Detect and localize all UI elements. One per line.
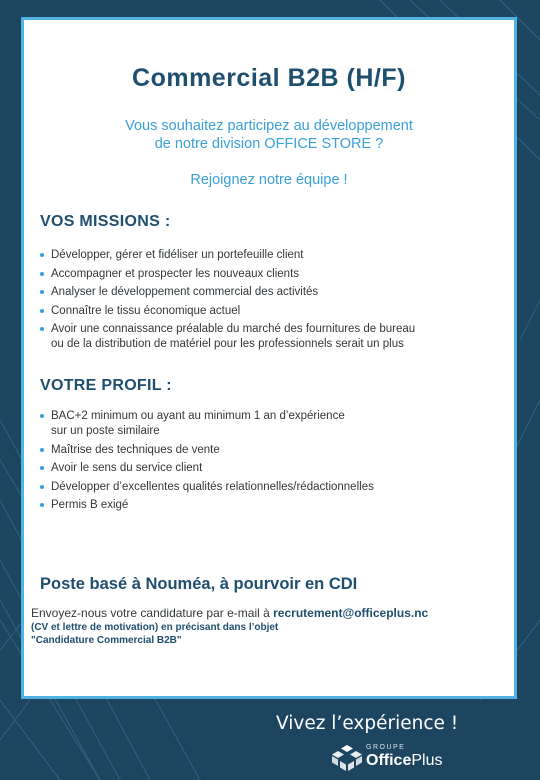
list-item [38,285,498,300]
list-item [38,409,498,439]
list-item [38,498,498,513]
bullet-icon [40,253,44,257]
profile-heading: VOTRE PROFIL : [40,377,172,394]
bullet-icon [40,272,44,276]
list-item [38,248,498,263]
job-offer-card [21,17,517,699]
bullet-icon [40,485,44,489]
tagline: Vivez l’expérience ! [276,713,459,734]
list-item-text: Permis B exigé [51,499,129,511]
application-note: (CV et lettre de motivation) en précisant dans l’objet [31,622,279,633]
list-item [38,480,498,495]
list-item [38,461,498,476]
list-item-text: BAC+2 minimum ou ayant au minimum 1 an d’expérience [51,410,345,422]
application-subject: "Candidature Commercial B2B" [31,635,182,646]
list-item [38,267,498,282]
list-item-text: Développer, gérer et fidéliser un portefeuille client [51,249,304,261]
officeplus-logo [330,743,470,775]
list-item [38,443,498,458]
logo-group-label: GROUPE [366,744,406,751]
list-item [38,322,498,352]
missions-heading: VOS MISSIONS : [40,213,171,230]
list-item-text: Connaître le tissu économique actuel [51,304,241,317]
logo-brand-light: Plus [411,752,443,769]
list-item-text: Maîtrise des techniques de vente [51,443,220,456]
list-item-text: ou de la distribution de matériel pour les professionnels serait un plus [51,338,404,350]
bullet-icon [40,327,44,331]
list-item-text: sur un poste similaire [51,425,160,437]
list-item-text: Développer d’excellentes qualités relationnelles/rédactionnelles [51,480,374,493]
list-item-text: Avoir une connaissance préalable du marché des fournitures de bureau [51,323,416,335]
bullet-icon [40,466,44,470]
list-item [38,304,498,319]
job-location: Poste basé à Nouméa, à pourvoir en CDI [40,575,358,593]
list-item-text: Accompagner et prospecter les nouveaux clients [51,267,300,280]
intro-text [24,117,514,153]
recruitment-email-link[interactable]: recrutement@officeplus.nc [273,606,429,620]
list-item-text: Analyser le développement commercial des activités [51,286,319,298]
list-item-text: Avoir le sens du service client [51,462,203,474]
bullet-icon [40,414,44,418]
intro-line: Vous souhaitez participez au développement [125,118,413,134]
bullet-icon [40,448,44,452]
profile-list [38,409,498,517]
cube-logo-icon [330,743,364,775]
job-title: Commercial B2B (H/F) [132,64,406,92]
missions-list [38,248,498,356]
bullet-icon [40,503,44,507]
logo-brand-bold: Office [366,752,412,769]
intro-line: de notre division OFFICE STORE ? [154,136,384,152]
bullet-icon [40,290,44,294]
join-cta: Rejoignez notre équipe ! [190,172,348,188]
application-text: Envoyez-nous votre candidature par e-mail à [31,606,274,620]
bullet-icon [40,309,44,313]
application-instructions [31,605,511,647]
logo-brand [366,752,442,770]
